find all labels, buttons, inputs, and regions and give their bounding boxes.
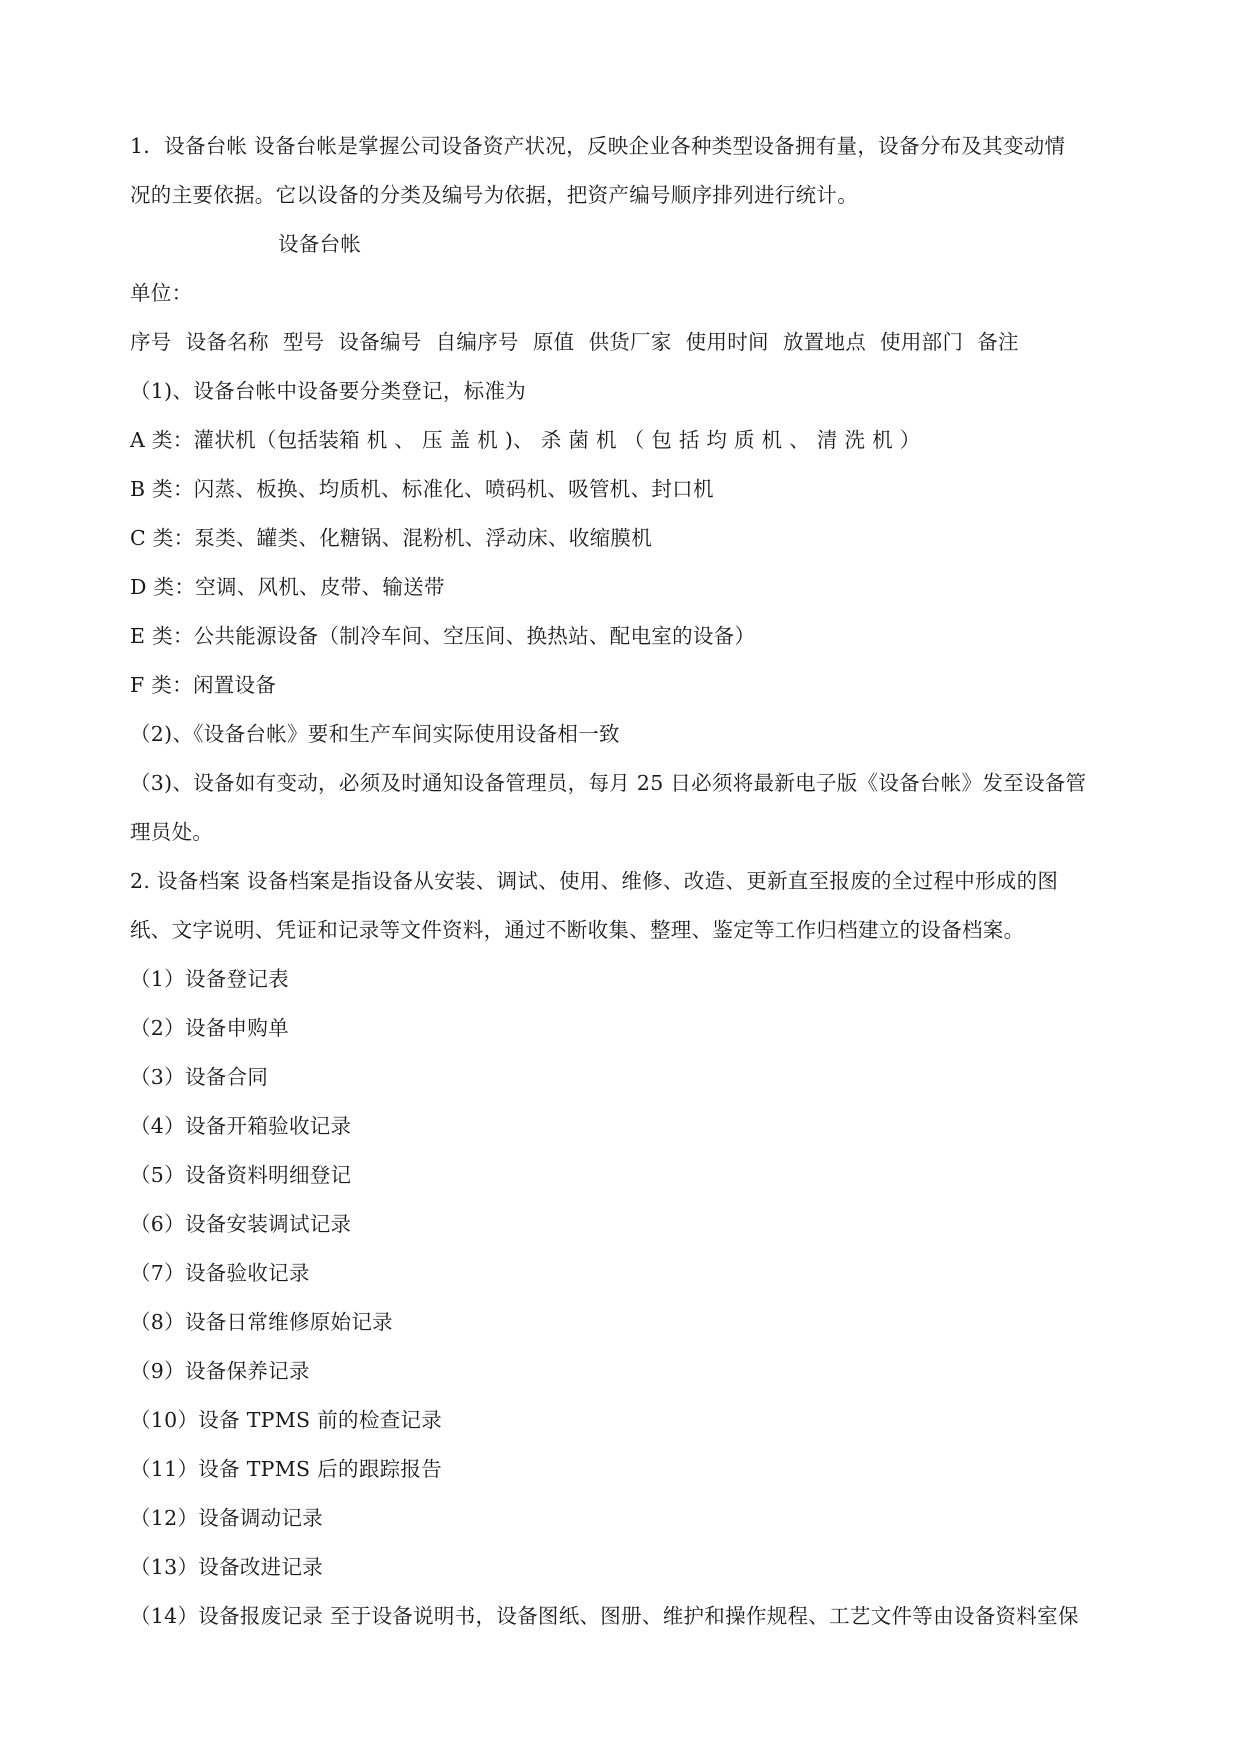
class-a-suffix: 杀 菌 机 （ 包 括 均 质 机 、 清 洗 机 ）: [533, 428, 921, 452]
class-b: B 类：闪蒸、板换、均质机、标准化、喷码机、吸管机、封口机: [130, 477, 714, 501]
archive-item: （7）设备验收记录: [130, 1261, 310, 1285]
class-d: D 类：空调、风机、皮带、输送带: [130, 575, 445, 599]
archive-item: （12）设备调动记录: [130, 1506, 324, 1530]
section1-intro-line1: 1．设备台帐 设备台帐是掌握公司设备资产状况，反映企业各种类型设备拥有量，设备分布及其变动情: [130, 134, 1066, 158]
section2-intro-line1: 2. 设备档案 设备档案是指设备从安装、调试、使用、维修、改造、更新直至报废的全过程中形成的图: [130, 869, 1059, 893]
class-a-prefix: A 类：灌状机（包括装箱 机 、 压 盖 机 )、: [130, 428, 534, 452]
archive-item: （4）设备开箱验收记录: [130, 1114, 352, 1138]
column-header: 型号: [282, 330, 325, 354]
column-header: 供货厂家: [588, 330, 672, 354]
archive-item: （14）设备报废记录 至于设备说明书，设备图纸、图册、维护和操作规程、工艺文件等由设备资料室保: [130, 1604, 1079, 1628]
column-header: 序号: [130, 330, 172, 354]
column-header: 设备编号: [338, 330, 422, 354]
column-header: 使用部门: [880, 330, 964, 354]
rule-3-line2: 理员处。: [130, 820, 214, 844]
column-header: 使用时间: [685, 330, 769, 354]
class-e: E 类：公共能源设备（制冷车间、空压间、换热站、配电室的设备）: [130, 624, 756, 648]
unit-label: 单位：: [130, 281, 193, 305]
column-header: 设备名称: [185, 330, 269, 354]
archive-item: （10）设备 TPMS 前的检查记录: [130, 1408, 443, 1432]
archive-item: （9）设备保养记录: [130, 1359, 310, 1383]
document-page: [130, 122, 1120, 1641]
archive-item: （11）设备 TPMS 后的跟踪报告: [130, 1457, 443, 1481]
archive-item: （2）设备申购单: [130, 1016, 289, 1040]
ledger-table-title: 设备台帐: [278, 232, 362, 256]
rule-1: （1)、设备台帐中设备要分类登记，标准为: [130, 379, 527, 403]
archive-item: （5）设备资料明细登记: [130, 1163, 352, 1187]
archive-item: （1）设备登记表: [130, 967, 289, 991]
column-header: 放置地点: [782, 330, 867, 354]
archive-item: （8）设备日常维修原始记录: [130, 1310, 393, 1334]
archive-item: （13）设备改进记录: [130, 1555, 324, 1579]
archive-item: （3）设备合同: [130, 1065, 269, 1089]
archive-item: （6）设备安装调试记录: [130, 1212, 352, 1236]
column-header: 备注: [977, 330, 1019, 354]
column-header: 自编序号: [435, 330, 519, 354]
rule-3-line1: （3)、设备如有变动，必须及时通知设备管理员，每月 25 日必须将最新电子版《设备台帐》发至设备管: [130, 771, 1087, 795]
section2-intro-line2: 纸、文字说明、凭证和记录等文件资料，通过不断收集、整理、鉴定等工作归档建立的设备档案。: [130, 918, 1025, 942]
class-c: C 类：泵类、罐类、化糖锅、混粉机、浮动床、收缩膜机: [130, 526, 652, 550]
ledger-column-headers: [130, 318, 1120, 367]
section1-intro-line2: 况的主要依据。它以设备的分类及编号为依据，把资产编号顺序排列进行统计。: [130, 183, 858, 207]
rule-2: （2)、《设备台帐》要和生产车间实际使用设备相一致: [130, 722, 620, 746]
class-f: F 类：闲置设备: [130, 673, 277, 697]
column-header: 原值: [532, 330, 575, 354]
class-a: [130, 416, 1120, 465]
